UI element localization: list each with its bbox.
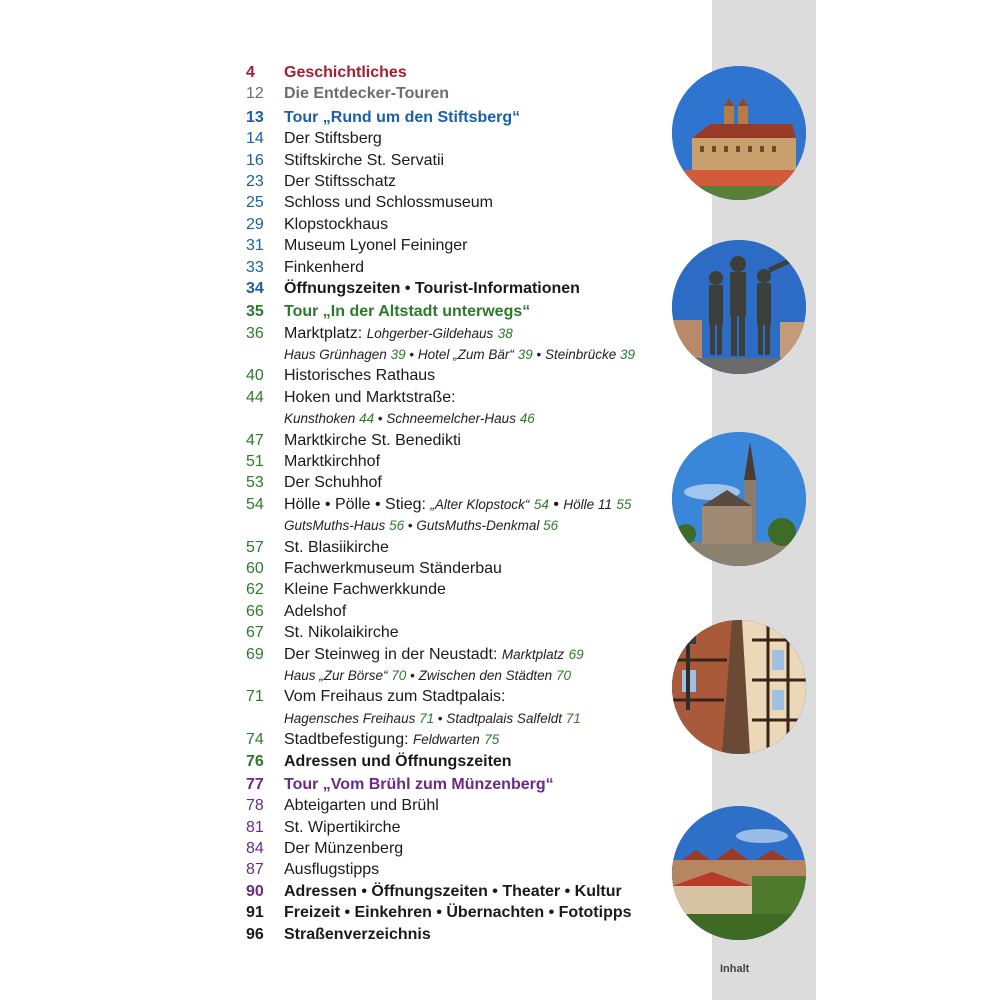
toc-entry[interactable]: [246, 838, 686, 859]
toc-entry[interactable]: [246, 494, 686, 515]
entry-title: Geschichtliches: [284, 64, 407, 81]
page-number: 36: [246, 324, 264, 342]
photo-muenzenberg: [672, 806, 806, 940]
tour-heading-stiftsberg[interactable]: [246, 107, 686, 128]
page-number: 87: [246, 861, 264, 879]
toc-entry-info[interactable]: [246, 881, 686, 902]
tour-heading-muenzenberg[interactable]: [246, 774, 686, 795]
entry-title: Stadtbefestigung:: [284, 731, 409, 749]
page-number: 34: [246, 279, 264, 297]
bullet-separator: •: [410, 667, 415, 683]
entry-title: Marktkirche St. Benedikti: [284, 431, 461, 449]
bullet-separator: •: [407, 518, 413, 534]
sub-page-number: 55: [616, 496, 632, 512]
entry-title: Stiftskirche St. Servatii: [284, 151, 445, 169]
entry-title: Der Schuhhof: [284, 474, 382, 492]
photo-half-timbered: [672, 620, 806, 754]
toc-subentries[interactable]: [246, 665, 686, 686]
page-number: 31: [246, 237, 264, 255]
sub-entry: Hagensches Freihaus: [284, 710, 416, 726]
toc-entry[interactable]: [246, 323, 686, 344]
page-number: 78: [246, 797, 264, 815]
toc-entry[interactable]: [246, 644, 686, 665]
toc-entry-info[interactable]: [246, 902, 686, 923]
entry-title: Finkenherd: [284, 258, 365, 276]
toc-entry[interactable]: [246, 257, 686, 278]
bullet-separator: •: [377, 411, 383, 427]
page-number: 81: [246, 818, 264, 836]
entry-title: Der Stiftsberg: [284, 130, 382, 148]
page-number: 29: [246, 215, 264, 233]
entry-title: Museum Lyonel Feininger: [284, 237, 468, 255]
toc-entry[interactable]: [246, 558, 686, 579]
sub-entry: Schneemelcher-Haus: [386, 411, 516, 427]
sub-entry: Hölle 11: [563, 496, 612, 512]
sub-entry: „Alter Klopstock“: [430, 496, 530, 512]
page-number: 67: [246, 624, 264, 642]
sub-entry: Feldwarten: [413, 732, 480, 748]
entry-title: Adelshof: [284, 602, 347, 620]
sub-page-number: 39: [390, 347, 406, 363]
toc-subentries[interactable]: [246, 515, 686, 536]
side-tab-label: Inhalt: [720, 963, 750, 975]
sub-entry: Steinbrücke: [544, 347, 617, 363]
page-number: 4: [246, 64, 255, 81]
sub-entry: Haus Grünhagen: [284, 347, 387, 363]
toc-entry[interactable]: [246, 235, 686, 256]
entry-title: Schloss und Schlossmuseum: [284, 194, 493, 212]
toc-entry[interactable]: [246, 214, 686, 235]
sub-page-number: 39: [620, 347, 636, 363]
entry-title: Adressen und Öffnungszeiten: [284, 752, 512, 770]
page-number: 91: [246, 904, 264, 922]
entry-title: Der Stiftsschatz: [284, 172, 397, 190]
toc-entry[interactable]: [246, 451, 686, 472]
photo-church: [672, 432, 806, 566]
sub-entry: Kunsthoken: [284, 411, 356, 427]
toc-entry[interactable]: [246, 686, 686, 707]
page-number: 90: [246, 882, 264, 900]
entry-title: Der Münzenberg: [284, 840, 404, 858]
page-number: 96: [246, 925, 264, 943]
page-number: 69: [246, 645, 264, 663]
toc-entry[interactable]: [246, 729, 686, 750]
toc-entry[interactable]: [246, 387, 686, 408]
page-number: 71: [246, 688, 264, 706]
sub-entry: Marktplatz: [501, 646, 565, 662]
toc-entry-geschichte[interactable]: [246, 62, 686, 83]
page-number: 44: [246, 388, 264, 406]
page-number: 47: [246, 431, 264, 449]
sub-page-number: 44: [359, 411, 375, 427]
page-number: 66: [246, 602, 264, 620]
sub-entry: GutsMuths-Denkmal: [416, 518, 540, 534]
entry-title: Die Entdecker-Touren: [284, 85, 450, 103]
toc-entry[interactable]: [246, 128, 686, 149]
page-number: 40: [246, 367, 264, 385]
table-of-contents: [246, 62, 686, 945]
sub-page-number: 46: [519, 411, 535, 427]
bullet-separator: •: [536, 347, 542, 363]
toc-entry-info[interactable]: [246, 924, 686, 945]
toc-entry[interactable]: [246, 859, 686, 880]
tour-heading-altstadt[interactable]: [246, 301, 686, 322]
sub-entry: Lohgerber-Gildehaus: [366, 325, 494, 341]
page-number: 54: [246, 495, 264, 513]
page-number: 57: [246, 538, 264, 556]
bullet-separator: •: [553, 495, 559, 513]
sub-entry: GutsMuths-Haus: [284, 518, 386, 534]
entry-title: Der Steinweg in der Neustadt:: [284, 645, 498, 663]
sub-entry: Haus „Zur Börse“: [284, 667, 388, 683]
page-number: 23: [246, 172, 264, 190]
sub-entry: Stadtpalais Salfeldt: [446, 710, 562, 726]
tour-title: Tour „Vom Brühl zum Münzenberg“: [284, 775, 554, 793]
entry-title: Hoken und Marktstraße:: [284, 388, 456, 406]
page-number: 76: [246, 752, 264, 770]
entry-title: St. Wipertikirche: [284, 818, 401, 836]
tour-title: Tour „Rund um den Stiftsberg“: [284, 108, 521, 126]
page-number: 60: [246, 559, 264, 577]
entry-title: Ausflugstipps: [284, 861, 380, 879]
page-number: 77: [246, 775, 264, 793]
page-number: 53: [246, 474, 264, 492]
sub-page-number: 56: [389, 518, 405, 534]
entry-title: Öffnungszeiten • Tourist-Informationen: [284, 279, 580, 297]
toc-entry[interactable]: [246, 622, 686, 643]
toc-entry[interactable]: [246, 795, 686, 816]
sub-page-number: 70: [391, 667, 407, 683]
entry-title: St. Nikolaikirche: [284, 624, 399, 642]
entry-title: Vom Freihaus zum Stadtpalais:: [284, 688, 506, 706]
entry-title: Hölle • Pölle • Stieg:: [284, 495, 426, 513]
entry-title: Kleine Fachwerkkunde: [284, 581, 446, 599]
sub-entry: Hotel „Zum Bär“: [417, 347, 514, 363]
sub-page-number: 38: [497, 325, 513, 341]
page-number: 14: [246, 130, 264, 148]
entry-title: Marktplatz:: [284, 324, 363, 342]
bullet-separator: •: [437, 710, 443, 726]
page-number: 16: [246, 151, 264, 169]
entry-title: Freizeit • Einkehren • Übernachten • Fototipps: [284, 904, 632, 922]
toc-entry[interactable]: [246, 601, 686, 622]
page-number: 12: [246, 85, 264, 103]
page-number: 51: [246, 453, 264, 471]
toc-entry[interactable]: [246, 430, 686, 451]
sub-page-number: 71: [565, 710, 581, 726]
toc-entry[interactable]: [246, 150, 686, 171]
photo-statues: [672, 240, 806, 374]
toc-subentries[interactable]: [246, 708, 686, 729]
sub-entry: Zwischen den Städten: [418, 667, 553, 683]
page-number: 25: [246, 194, 264, 212]
sub-page-number: 56: [543, 518, 559, 534]
sub-page-number: 54: [533, 496, 549, 512]
page-number: 84: [246, 840, 264, 858]
entry-title: Adressen • Öffnungszeiten • Theater • Kultur: [284, 882, 622, 900]
entry-title: Klopstockhaus: [284, 215, 389, 233]
toc-entry[interactable]: [246, 472, 686, 493]
page-number: 33: [246, 258, 264, 276]
bullet-separator: •: [409, 347, 415, 363]
toc-entry-info[interactable]: [246, 751, 686, 772]
toc-subentries[interactable]: [246, 344, 686, 365]
entry-title: St. Blasiikirche: [284, 538, 389, 556]
page-number: 35: [246, 303, 264, 321]
toc-entry[interactable]: [246, 171, 686, 192]
sub-page-number: 69: [568, 646, 584, 662]
entry-title: Fachwerkmuseum Ständerbau: [284, 559, 502, 577]
toc-entry[interactable]: [246, 579, 686, 600]
page-number: 13: [246, 108, 264, 126]
toc-entry[interactable]: [246, 192, 686, 213]
page-number: 74: [246, 731, 264, 749]
toc-entry[interactable]: [246, 365, 686, 386]
toc-subentries[interactable]: [246, 408, 686, 429]
sub-page-number: 71: [419, 710, 435, 726]
toc-entry[interactable]: [246, 817, 686, 838]
sub-page-number: 70: [555, 667, 571, 683]
entry-title: Marktkirchhof: [284, 453, 381, 471]
entry-title: Historisches Rathaus: [284, 367, 436, 385]
page-number: 62: [246, 581, 264, 599]
toc-entry-info[interactable]: [246, 278, 686, 299]
tour-title: Tour „In der Altstadt unterwegs“: [284, 303, 531, 321]
entry-title: Straßenverzeichnis: [284, 925, 431, 943]
toc-entry[interactable]: [246, 537, 686, 558]
entry-title: Abteigarten und Brühl: [284, 797, 439, 815]
photo-stiftsberg: [672, 66, 806, 200]
sub-page-number: 75: [484, 732, 500, 748]
toc-entry-entdecker[interactable]: [246, 83, 686, 104]
sub-page-number: 39: [517, 347, 533, 363]
